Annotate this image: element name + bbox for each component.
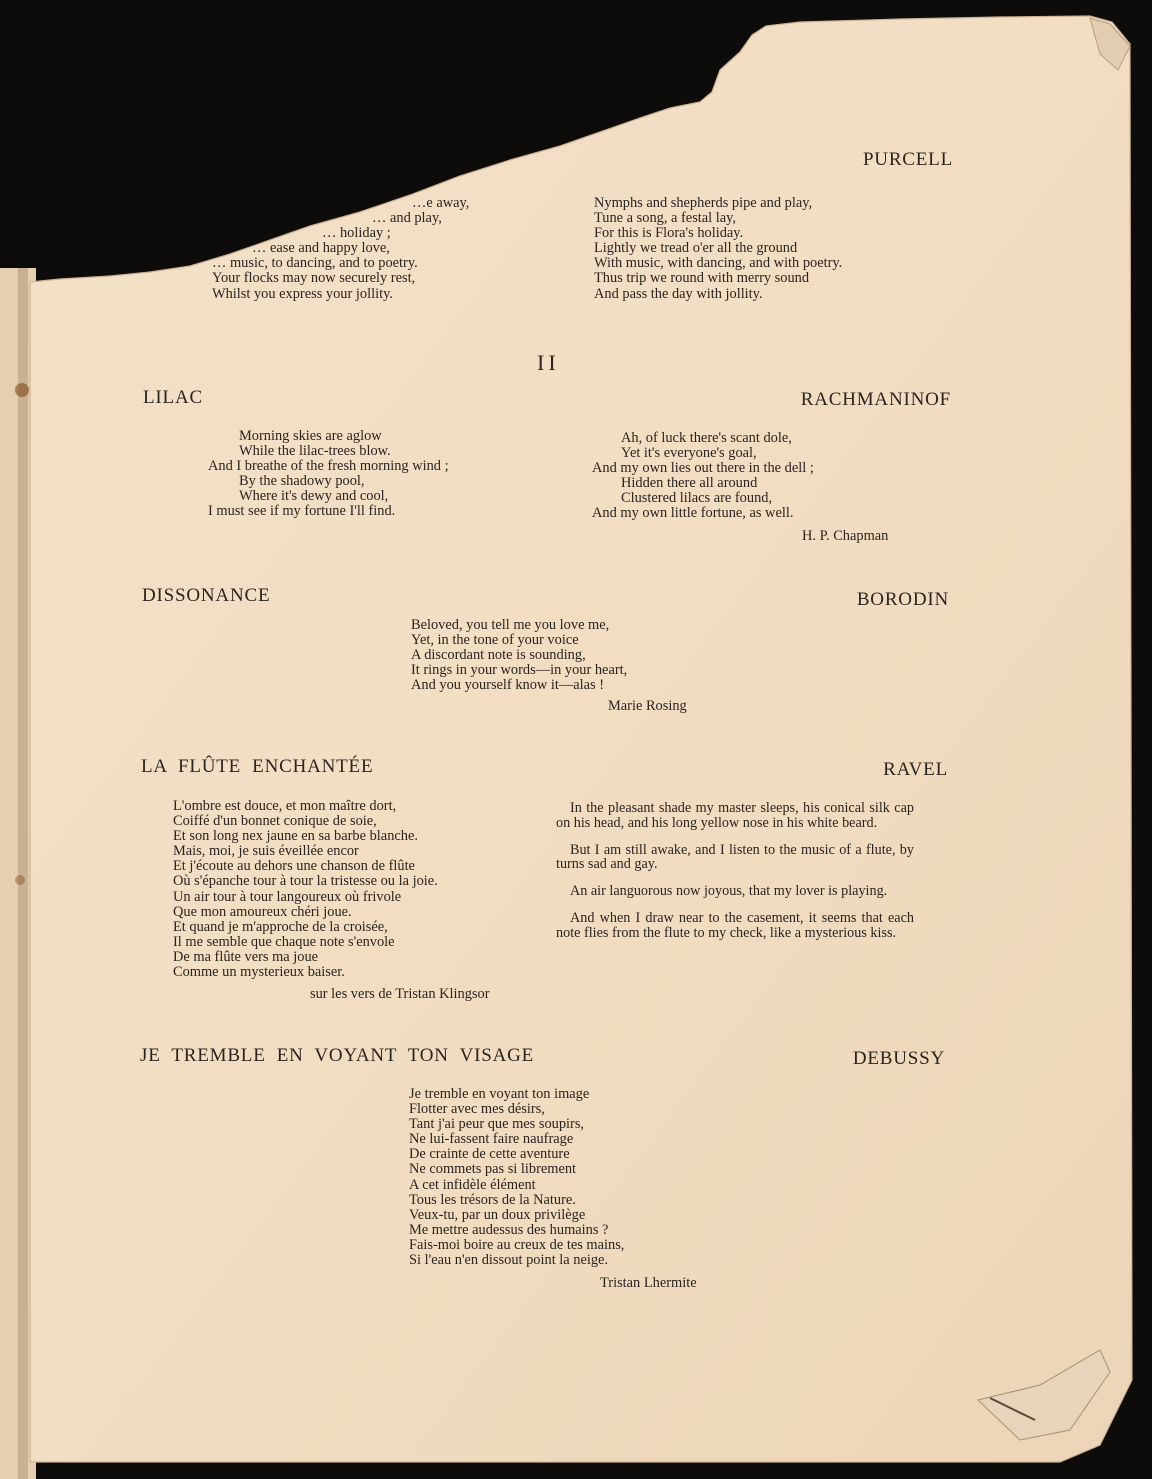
- verse-line: Fais-moi boire au creux de tes mains,: [409, 1236, 625, 1253]
- verse-line: Beloved, you tell me you love me,: [411, 617, 610, 633]
- song-title-lilac: LILAC: [143, 387, 203, 408]
- dissonance-verse: [411, 618, 627, 693]
- lilac-left-verse: [208, 429, 449, 520]
- verse-line: Nymphs and shepherds pipe and play,: [594, 195, 813, 211]
- verse-line: Veux-tu, par un doux privilège: [409, 1206, 586, 1223]
- lilac-right-verse: [592, 431, 814, 522]
- verse-line: Tous les trésors de la Nature.: [409, 1191, 576, 1208]
- verse-line: Un air tour à tour langoureux où frivole: [173, 888, 402, 905]
- verse-line: Yet, in the tone of your voice: [411, 632, 579, 649]
- purcell-right-verse: [594, 196, 842, 302]
- lilac-translator: H. P. Chapman: [802, 528, 889, 544]
- dissonance-translator: Marie Rosing: [608, 698, 687, 714]
- verse-line: Me mettre audessus des humains ?: [409, 1221, 609, 1238]
- verse-line: Ne lui-fassent faire naufrage: [409, 1131, 574, 1148]
- verse-line: Coiffé d'un bonnet conique de soie,: [173, 813, 377, 830]
- verse-line: And pass the day with jollity.: [594, 285, 763, 302]
- flute-source: sur les vers de Tristan Klingsor: [310, 986, 490, 1002]
- verse-line: And I breathe of the fresh morning wind ;: [208, 458, 449, 475]
- verse-line: Hidden there all around: [621, 475, 758, 492]
- verse-line: With music, with dancing, and with poetry.: [594, 255, 843, 272]
- composer-ravel: RAVEL: [883, 759, 948, 780]
- verse-line: It rings in your words—in your heart,: [411, 662, 628, 679]
- verse-line: De ma flûte vers ma joue: [173, 948, 319, 965]
- tremble-verse: [409, 1087, 624, 1268]
- song-title-dissonance: DISSONANCE: [142, 585, 271, 606]
- verse-line: Mais, moi, je suis éveillée encor: [173, 843, 359, 860]
- song-title-tremble: JE TREMBLE EN VOYANT TON VISAGE: [140, 1045, 535, 1066]
- verse-line: Your flocks may now securely rest,: [212, 270, 416, 287]
- verse-line: L'ombre est douce, et mon maître dort,: [173, 798, 397, 814]
- verse-line: Je tremble en voyant ton image: [409, 1086, 590, 1102]
- composer-purcell: PURCELL: [862, 149, 953, 170]
- flute-french-verse: [173, 799, 438, 980]
- verse-line: A discordant note is sounding,: [411, 647, 586, 664]
- composer-debussy: DEBUSSY: [852, 1048, 945, 1069]
- verse-line: Where it's dewy and cool,: [239, 488, 389, 505]
- verse-line: De crainte de cette aventure: [409, 1146, 570, 1163]
- verse-line: A cet infidèle élément: [409, 1176, 536, 1193]
- verse-line: Flotter avec mes désirs,: [409, 1101, 545, 1118]
- prose-paragraph: But I am still awake, and I listen to the music of a flute, by turns sad and gay.: [556, 841, 914, 873]
- prose-paragraph: An air languorous now joyous, that my lover is playing.: [570, 883, 888, 900]
- verse-line: Lightly we tread o'er all the ground: [594, 240, 798, 257]
- verse-line: Ne commets pas si librement: [409, 1161, 577, 1178]
- purcell-left-fragment: [212, 196, 512, 302]
- verse-line: Tant j'ai peur que mes soupirs,: [409, 1116, 585, 1133]
- flute-english-prose: [556, 801, 914, 953]
- tremble-author: Tristan Lhermite: [600, 1275, 697, 1291]
- verse-line: Thus trip we round with merry sound: [594, 270, 810, 287]
- verse-line: Si l'eau n'en dissout point la neige.: [409, 1252, 609, 1269]
- verse-line: … ease and happy love,: [252, 240, 390, 257]
- verse-line: And my own little fortune, as well.: [592, 505, 794, 522]
- verse-line: For this is Flora's holiday.: [594, 225, 744, 242]
- verse-line: Et quand je m'approche de la croisée,: [173, 918, 388, 935]
- composer-rachmaninof: RACHMANINOF: [800, 389, 951, 410]
- verse-line: By the shadowy pool,: [239, 473, 365, 490]
- verse-line: Et son long nex jaune en sa barbe blanche.: [173, 828, 418, 845]
- verse-line: And you yourself know it—alas !: [411, 677, 605, 694]
- verse-line: Que mon amoureux chéri joue.: [173, 903, 352, 920]
- song-title-flute: LA FLÛTE ENCHANTÉE: [141, 756, 374, 777]
- prose-paragraph: In the pleasant shade my master sleeps, his conical silk cap on his head, and his long yellow nose in his white beard.: [556, 800, 914, 831]
- verse-line: Comme un mysterieux baiser.: [173, 964, 345, 981]
- verse-line: I must see if my fortune I'll find.: [208, 503, 396, 520]
- verse-line: Morning skies are aglow: [239, 428, 382, 444]
- verse-line: Où s'épanche tour à tour la tristesse ou la joie.: [173, 873, 438, 890]
- prose-paragraph: And when I draw near to the casement, it seems that each note flies from the flute to my check, like a mysterious kiss.: [556, 909, 914, 941]
- verse-line: … and play,: [372, 210, 442, 227]
- verse-line: … music, to dancing, and to poetry.: [212, 255, 418, 272]
- verse-line: Clustered lilacs are found,: [621, 490, 773, 507]
- verse-line: And my own lies out there in the dell ;: [592, 460, 814, 477]
- verse-line: Ah, of luck there's scant dole,: [621, 430, 792, 446]
- verse-line: Il me semble que chaque note s'envole: [173, 933, 395, 950]
- verse-line: Whilst you express your jollity.: [212, 285, 393, 302]
- verse-line: While the lilac-trees blow.: [239, 443, 391, 460]
- verse-line: Tune a song, a festal lay,: [594, 210, 737, 227]
- section-numeral: II: [537, 350, 560, 375]
- verse-line: Yet it's everyone's goal,: [621, 445, 757, 462]
- verse-line: …e away,: [412, 196, 470, 211]
- verse-line: … holiday ;: [322, 225, 391, 242]
- verse-line: Et j'écoute au dehors une chanson de flûte: [173, 858, 415, 875]
- composer-borodin: BORODIN: [856, 589, 949, 610]
